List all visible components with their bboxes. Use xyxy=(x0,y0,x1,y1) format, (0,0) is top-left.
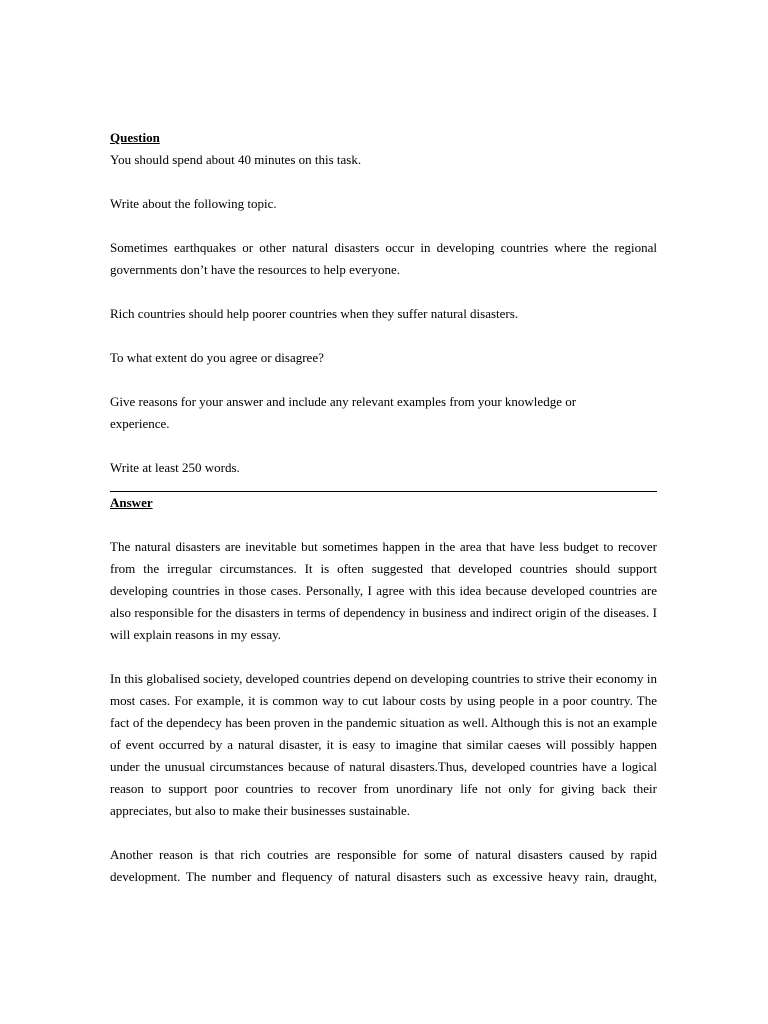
word-count-instruction: Write at least 250 words. xyxy=(110,460,240,475)
time-instruction: You should spend about 40 minutes on this task. xyxy=(110,152,362,167)
topic-context: Sometimes earthquakes or other natural disasters occur in developing countries where the regional governments don’t have the resources to help everyone. xyxy=(110,240,657,277)
reasons-instruction: Give reasons for your answer and include any relevant examples from your knowledge or experience. xyxy=(110,394,577,431)
topic-prompt: To what extent do you agree or disagree? xyxy=(110,350,324,365)
answer-heading: Answer xyxy=(110,495,153,510)
question-heading: Question xyxy=(110,130,160,145)
topic-statement: Rich countries should help poorer countries when they suffer natural disasters. xyxy=(110,306,519,321)
document-page xyxy=(110,127,657,910)
answer-paragraph-2: In this globalised society, developed countries depend on developing countries to strive their economy in most cases. For example, it is common way to cut labour costs by using people in a poor country. The fact of the dependecy has been proven in the pandemic situation as well. Although this is not an example of event occurred by a natural disaster, it is easy to imagine that similar caeses will possibly happen under the unusual circumstances because of natural disasters.Thus, developed countries have a logical reason to support poor countries to recover from unordinary life not only for giving back their appreciates, but also to make their businesses sustainable. xyxy=(110,671,657,818)
answer-paragraph-3: Another reason is that rich coutries are responsible for some of natural disasters caused by rapid development. The number and flequency of natural disasters such as excessive heavy rain, draught, xyxy=(110,847,657,884)
write-about-instruction: Write about the following topic. xyxy=(110,196,277,211)
answer-paragraph-1: The natural disasters are inevitable but sometimes happen in the area that have less budget to recover from the irregular circumstances. It is often suggested that developed countries should support developing countries in those cases. Personally, I agree with this idea because developed countries are also responsible for the disasters in terms of dependency in business and indirect origin of the diseases. I will explain reasons in my essay. xyxy=(110,539,657,642)
